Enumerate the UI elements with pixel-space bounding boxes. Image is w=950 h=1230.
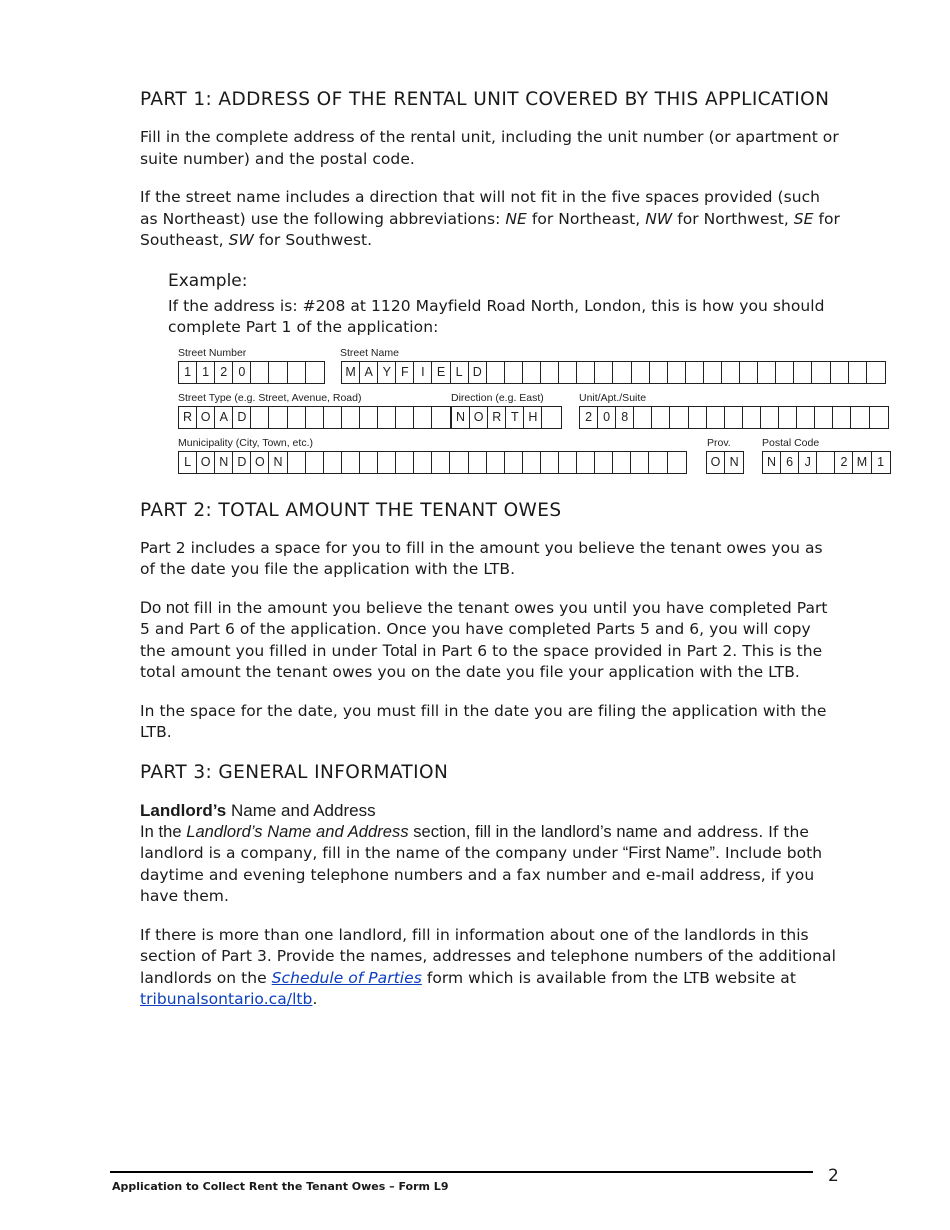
char-box (779, 407, 797, 428)
char-box: 0 (598, 407, 616, 428)
char-box (396, 407, 414, 428)
char-box: O (707, 452, 725, 473)
abbr-se: SE (793, 209, 814, 228)
char-box: O (251, 452, 269, 473)
char-box (722, 362, 740, 383)
char-box: O (197, 452, 215, 473)
char-box (668, 452, 686, 473)
char-box (776, 362, 794, 383)
street-number-label: Street Number (178, 346, 247, 359)
part2-paragraph-1: Part 2 includes a space for you to fill in the amount you believe the tenant owes you as of the date you file the application with the LTB. (140, 538, 823, 578)
char-box (450, 452, 468, 473)
ltb-website-link[interactable]: tribunalsontario.ca/ltb (140, 990, 313, 1008)
char-box (686, 362, 704, 383)
street-type-boxes (178, 406, 451, 429)
char-box (306, 407, 324, 428)
char-box (542, 407, 560, 428)
char-box: D (233, 407, 251, 428)
part2-heading: PART 2: TOTAL AMOUNT THE TENANT OWES (140, 499, 562, 521)
char-box: 2 (580, 407, 598, 428)
char-box (794, 362, 812, 383)
char-box (342, 452, 360, 473)
char-box: 0 (233, 362, 251, 383)
char-box (689, 407, 707, 428)
char-box: 2 (835, 452, 853, 473)
char-box (360, 452, 378, 473)
char-box (469, 452, 487, 473)
char-box (577, 452, 595, 473)
part2-paragraph-2 (140, 598, 840, 684)
char-box (487, 362, 505, 383)
char-box: R (179, 407, 197, 428)
char-box: T (506, 407, 524, 428)
char-box: O (470, 407, 488, 428)
direction-boxes (451, 406, 562, 429)
street-name-label: Street Name (340, 346, 399, 359)
char-box: M (342, 362, 360, 383)
char-box (634, 407, 652, 428)
char-box: 2 (215, 362, 233, 383)
char-box (725, 407, 743, 428)
street-type-label: Street Type (e.g. Street, Avenue, Road) (178, 391, 362, 404)
abbr-ne: NE (505, 209, 527, 228)
part3-heading: PART 3: GENERAL INFORMATION (140, 761, 449, 783)
text: for Southeast, (140, 209, 840, 249)
char-box: N (452, 407, 470, 428)
char-box: D (469, 362, 487, 383)
char-box (269, 362, 287, 383)
char-box (251, 362, 269, 383)
first-name-text: “First Name” (622, 844, 715, 862)
do-not-text: Do not (140, 598, 189, 617)
char-box (288, 362, 306, 383)
street-number-boxes (178, 361, 325, 384)
section-name: Landlord’s Name and Address (186, 822, 409, 841)
text: for Northeast, (526, 209, 646, 228)
char-box (740, 362, 758, 383)
char-box (414, 407, 432, 428)
postal-code-label: Postal Code (762, 436, 820, 449)
char-box (815, 407, 833, 428)
char-box (324, 452, 342, 473)
char-box (831, 362, 849, 383)
text: section, fill in the landlord’s name (408, 822, 658, 841)
unit-label: Unit/Apt./Suite (579, 391, 647, 404)
example-text: If the address is: #208 at 1120 Mayfield Road North, London, this is how you should complete Part 1 of the application: (168, 296, 825, 336)
char-box (378, 407, 396, 428)
char-box: 6 (781, 452, 799, 473)
char-box (288, 407, 306, 428)
char-box (523, 452, 541, 473)
municipality-boxes (178, 451, 687, 474)
char-box (559, 452, 577, 473)
subheading-rest: Name and Address (226, 800, 376, 820)
char-box (812, 362, 830, 383)
prov-boxes (706, 451, 744, 474)
char-box (541, 362, 559, 383)
char-box (704, 362, 722, 383)
char-box (559, 362, 577, 383)
char-box (613, 452, 631, 473)
char-box (743, 407, 761, 428)
char-box: O (197, 407, 215, 428)
char-box: L (451, 362, 469, 383)
char-box (288, 452, 306, 473)
text: If the street name includes a direction that will not fit in the five spaces provided (such as Northeast) use the following abbreviations: (140, 188, 821, 228)
char-box (867, 362, 885, 383)
char-box (833, 407, 851, 428)
text: In the (140, 822, 187, 841)
char-box: 1 (197, 362, 215, 383)
part3-paragraph-1 (140, 822, 840, 908)
char-box: 8 (616, 407, 634, 428)
part1-paragraph-2 (140, 187, 840, 252)
footer-title: Application to Collect Rent the Tenant Owes – Form L9 (112, 1180, 449, 1193)
char-box (797, 407, 815, 428)
unit-boxes (579, 406, 889, 429)
char-box (761, 407, 779, 428)
footer-rule (110, 1171, 813, 1173)
char-box: N (215, 452, 233, 473)
char-box: N (269, 452, 287, 473)
text: . Include both daytime and evening telephone numbers and a fax number and e-mail address, if you have them. (140, 844, 823, 905)
char-box: M (853, 452, 871, 473)
page-content (140, 88, 885, 1011)
char-box (487, 452, 505, 473)
char-box (269, 407, 287, 428)
char-box: A (215, 407, 233, 428)
char-box: F (396, 362, 414, 383)
char-box (870, 407, 888, 428)
text: in Part 6 to the space provided in Part 2. This is the total amount the tenant owes you on the date you file your application with the LTB. (140, 641, 823, 681)
char-box (324, 407, 342, 428)
direction-label: Direction (e.g. East) (451, 391, 544, 404)
part1-heading: PART 1: ADDRESS OF THE RENTAL UNIT COVERED BY THIS APPLICATION (140, 89, 830, 110)
char-box: 1 (179, 362, 197, 383)
char-box: A (360, 362, 378, 383)
char-box (432, 407, 450, 428)
char-box (523, 362, 541, 383)
char-box (670, 407, 688, 428)
char-box (595, 452, 613, 473)
char-box: J (799, 452, 817, 473)
char-box (306, 362, 324, 383)
subheading-bold: Landlord’s (140, 800, 227, 820)
char-box (306, 452, 324, 473)
char-box (251, 407, 269, 428)
char-box (505, 362, 523, 383)
char-box (378, 452, 396, 473)
text: . (312, 990, 318, 1008)
char-box (817, 452, 835, 473)
char-box (541, 452, 559, 473)
char-box (849, 362, 867, 383)
char-box: N (729, 454, 739, 469)
char-box (668, 362, 686, 383)
char-box (360, 407, 378, 428)
char-box: H (524, 407, 542, 428)
text: for Southwest. (253, 231, 373, 249)
text: and address. If the landlord is a company, fill in the name of the company under (140, 822, 809, 862)
char-box (851, 407, 869, 428)
char-box (577, 362, 595, 383)
char-box (595, 362, 613, 383)
char-box: E (432, 362, 450, 383)
char-box (707, 407, 725, 428)
char-box (396, 452, 414, 473)
text: for Northwest, (672, 209, 794, 228)
part3-paragraph-2 (140, 925, 840, 1011)
municipality-label: Municipality (City, Town, etc.) (178, 436, 313, 449)
char-box (632, 362, 650, 383)
prov-label: Prov. (707, 436, 731, 449)
schedule-of-parties-link[interactable]: Schedule of Parties (271, 968, 422, 987)
text: form which is available from the LTB website at (421, 968, 796, 987)
char-box (652, 407, 670, 428)
char-box (414, 452, 432, 473)
char-box (758, 362, 776, 383)
char-box (342, 407, 360, 428)
char-box: R (488, 407, 506, 428)
abbr-nw: NW (645, 209, 673, 228)
char-box (631, 452, 649, 473)
char-box (613, 362, 631, 383)
part2-paragraph-3: In the space for the date, you must fill in the date you are filing the application with the LTB. (140, 701, 827, 741)
page-number: 2 (828, 1166, 839, 1186)
example-label: Example: (168, 270, 248, 291)
text: fill in the amount you believe the tenant owes you until you have completed Part 5 and Part 6 of the application. Once you have completed Parts 5 and 6, you will copy the amount you filled in under (140, 598, 828, 660)
example-address-form (178, 347, 883, 477)
landlord-subheading (140, 800, 840, 822)
char-box: N (763, 452, 781, 473)
part1-paragraph-1: Fill in the complete address of the rental unit, including the unit number (or apartment or suite number) and the postal code. (140, 128, 839, 168)
char-box (650, 362, 668, 383)
text: If there is more than one landlord, fill in information about one of the landlords in this section of Part 3. Provide the names, addresses and telephone numbers of the additional landlords on the (140, 925, 836, 987)
char-box (505, 452, 523, 473)
char-box: Y (378, 362, 396, 383)
char-box: D (233, 452, 251, 473)
total-text: Total (382, 641, 418, 660)
char-box: L (179, 452, 197, 473)
char-box: 1 (877, 454, 885, 469)
char-box (649, 452, 667, 473)
street-name-boxes (341, 361, 886, 384)
postal-code-boxes (762, 451, 891, 474)
abbr-sw: SW (228, 231, 254, 249)
char-box (432, 452, 450, 473)
char-box: I (414, 362, 432, 383)
